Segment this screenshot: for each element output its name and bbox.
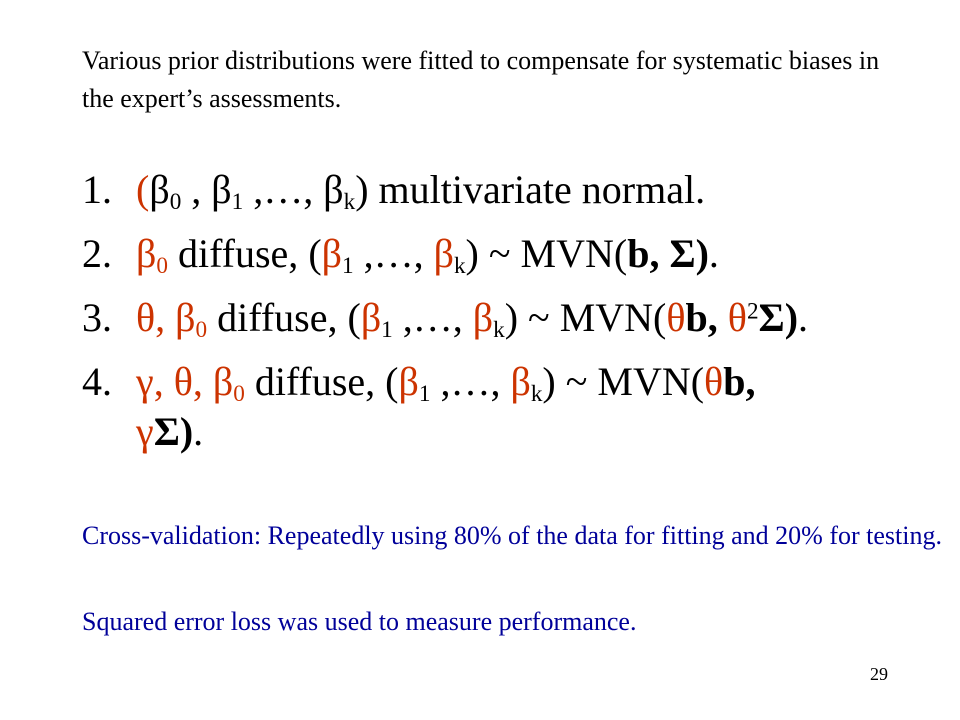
intro-text: Various prior distributions were fitted to compensate for systematic biases in the expert’s assessments. — [82, 46, 880, 113]
item-number: 2. — [82, 231, 112, 276]
item-formula: $\beta_0$ diffuse, ($\beta_1$ ,…, $\beta_k$) ~ MVN(b, Σ). — [136, 231, 719, 279]
item-formula: θ, $\beta_0$ diffuse, ($\beta_1$ ,…, $\beta_k$) ~ MVN(θb, $\theta^2\Sigma$). — [136, 295, 809, 343]
list-item — [82, 229, 902, 293]
list-item — [82, 357, 902, 457]
item-formula: γ, θ, $\beta_0$ diffuse, ($\beta_1$ ,…, $\beta_k$) ~ MVN(θb, γΣ). — [136, 359, 756, 454]
list-item — [82, 293, 902, 357]
item-formula: ($\beta_0$ , $\beta_1$ ,…, $\beta_k$) multivariate normal. — [136, 167, 706, 215]
loss-note: Squared error loss was used to measure performance. — [82, 607, 637, 636]
item-number: 4. — [82, 359, 112, 404]
item-number: 1. — [82, 167, 112, 212]
prior-list — [82, 165, 902, 457]
page-number: 29 — [870, 664, 888, 684]
list-item — [82, 165, 902, 229]
item-number: 3. — [82, 295, 112, 340]
cross-validation-note: Cross-validation: Repeatedly using 80% of the data for fitting and 20% for testing. — [82, 521, 942, 550]
